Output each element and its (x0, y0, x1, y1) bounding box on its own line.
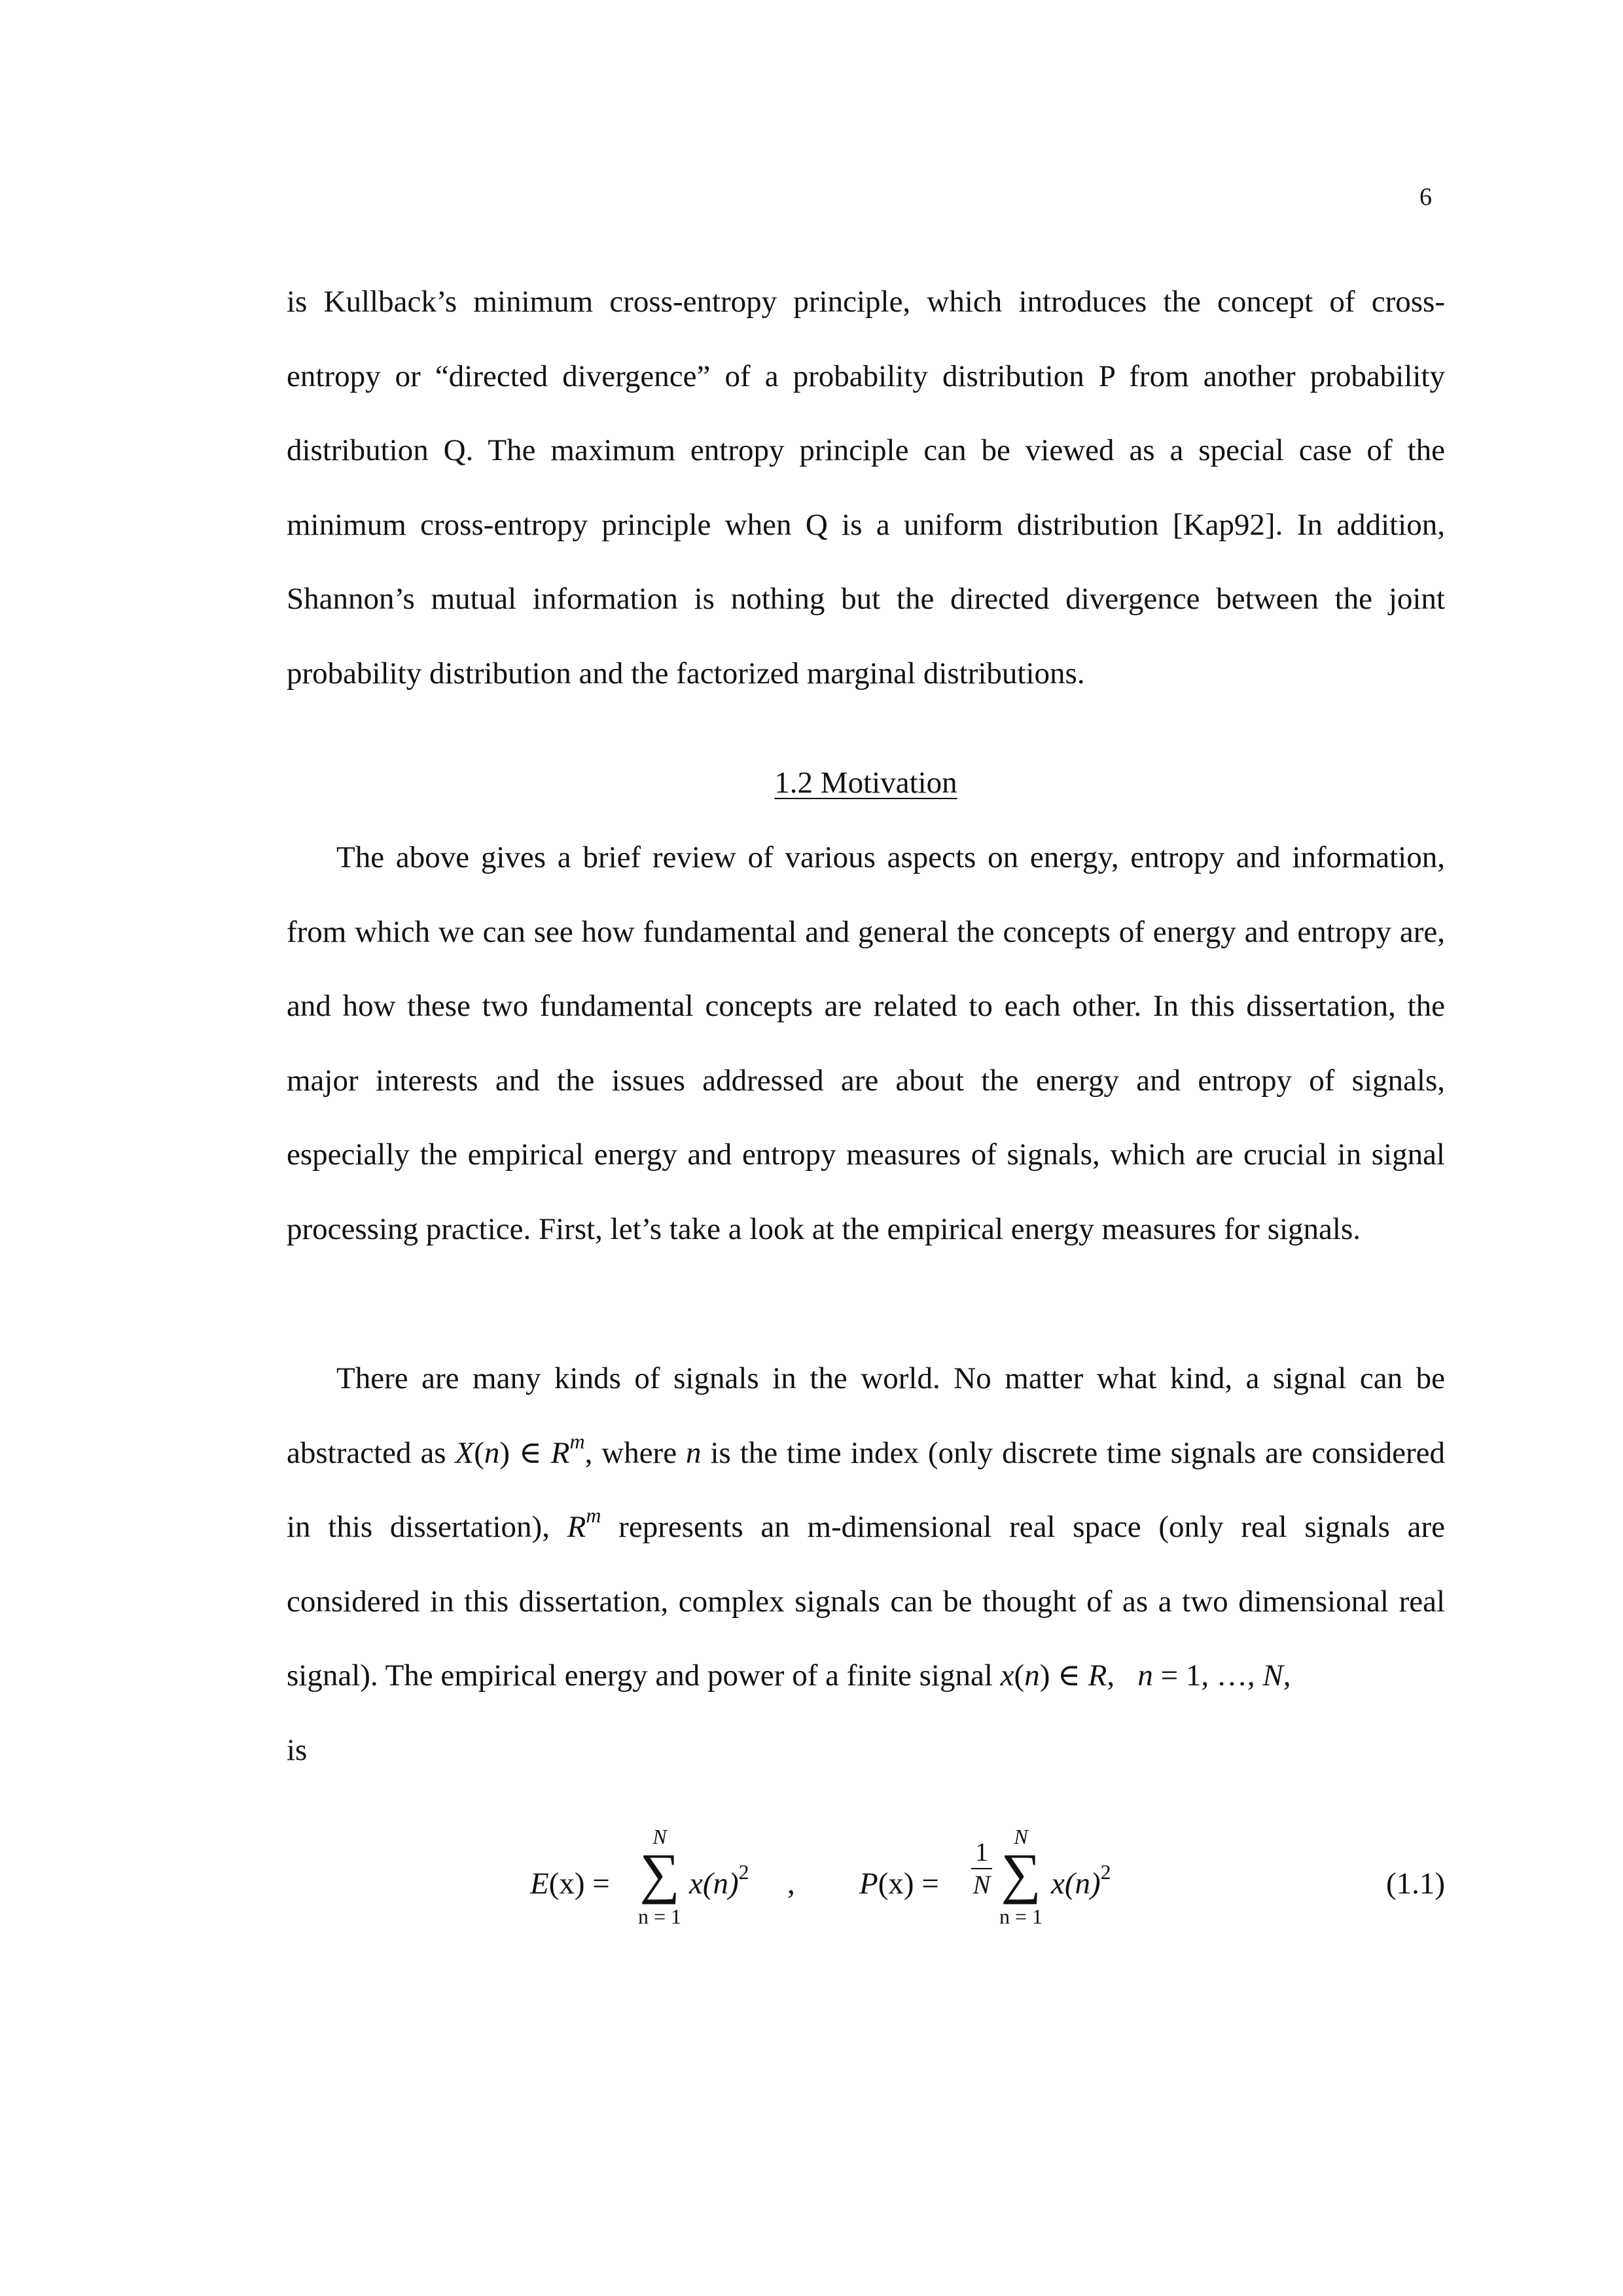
math-symbol: E (530, 1867, 549, 1901)
math-symbol: n (1137, 1659, 1153, 1693)
paragraph-kullback (287, 265, 1445, 711)
fraction-denominator: N (972, 1870, 991, 1899)
math-symbol: = 1, …, (1152, 1659, 1263, 1693)
math-symbol: (x) = (548, 1867, 610, 1901)
section-heading: 1.2 Motivation (774, 766, 957, 800)
math-symbol: n (1024, 1659, 1040, 1693)
math-symbol: ( (1014, 1659, 1025, 1693)
energy-term (689, 1860, 749, 1903)
math-symbol: x (1000, 1659, 1014, 1693)
sigma-symbol: ∑ (639, 1842, 680, 1905)
fraction-bar (971, 1868, 992, 1869)
power-lhs (859, 1864, 939, 1903)
paragraph-text: The above gives a brief review of various aspects on energy, entropy and information, from which we can see how fundamental and general the concepts of energy and entropy are, and how these two fundamental concepts are related to each other. In this dissertation, the major interests and the issues addressed are about the energy and entropy of signals, especially the empirical energy and entropy measures of signals, which are crucial in signal processing practice. First, let’s take a look at the empirical energy measures for signals. (287, 840, 1445, 1246)
equation-1-1 (287, 1826, 1445, 1944)
sum-lower-limit: n = 1 (999, 1905, 1043, 1928)
math-symbol: x(n) (1051, 1867, 1101, 1901)
sum-upper-limit: N (1014, 1825, 1028, 1848)
math-symbol: P (859, 1867, 878, 1901)
math-symbol: (x) = (878, 1867, 939, 1901)
math-symbol: x(n) (689, 1867, 739, 1901)
math-symbol: X (455, 1435, 474, 1470)
math-symbol: R (567, 1510, 586, 1544)
math-symbol: , (1283, 1659, 1291, 1693)
math-symbol: n (484, 1435, 500, 1470)
math-superscript: 2 (1100, 1860, 1111, 1884)
math-symbol: R (550, 1435, 570, 1470)
text-run: is the time index (only discrete time signals are considered in this dissertation), (287, 1435, 1446, 1544)
text-run: , where (584, 1435, 687, 1470)
paragraph-motivation (287, 821, 1445, 1266)
math-symbol: ) ∈ (1039, 1659, 1088, 1693)
sigma-symbol: ∑ (1001, 1842, 1041, 1905)
sum-upper-limit: N (652, 1825, 667, 1848)
page-number: 6 (1419, 183, 1432, 211)
paragraph-text: is (287, 1732, 308, 1767)
energy-lhs (530, 1864, 610, 1903)
math-symbol: ( (474, 1435, 484, 1470)
equation-number: (1.1) (1385, 1867, 1445, 1901)
math-superscript: m (586, 1503, 601, 1527)
math-symbol: n (686, 1435, 702, 1470)
sum-lower-limit: n = 1 (637, 1905, 682, 1928)
power-term (1051, 1860, 1111, 1903)
math-symbol: ) ∈ (499, 1435, 551, 1470)
equation-separator: , (787, 1867, 795, 1901)
math-superscript: m (569, 1429, 585, 1453)
math-symbol: N (1262, 1659, 1283, 1693)
math-symbol: , (1107, 1659, 1115, 1693)
paragraph-text (287, 1342, 1445, 1713)
math-superscript: 2 (738, 1860, 749, 1884)
math-symbol: R (1088, 1659, 1107, 1693)
paragraph-signals (287, 1342, 1445, 1787)
text-run: represents an m-dimensional real space (only real signals are considered in this dissertation, complex signals can be thought of as a two dimensional real signal). The empirical energy and power of a finite signal (287, 1510, 1445, 1693)
paragraph-text: is Kullback’s minimum cross-entropy principle, which introduces the concept of cross-entropy or “directed divergence” of a probability distribution P from another probability distribution Q. The maximum entropy principle can be viewed as a special case of the minimum cross-entropy principle when Q is a uniform distribution [Kap92]. In addition, Shannon’s mutual information is nothing but the directed divergence between the joint probability distribution and the factorized marginal distributions. (287, 285, 1445, 691)
power-fraction (969, 1838, 995, 1899)
fraction-numerator: 1 (975, 1837, 988, 1867)
text-run: There are many kinds of signals in the world. No matter what kind, a signal can be abstracted as (287, 1361, 1445, 1470)
